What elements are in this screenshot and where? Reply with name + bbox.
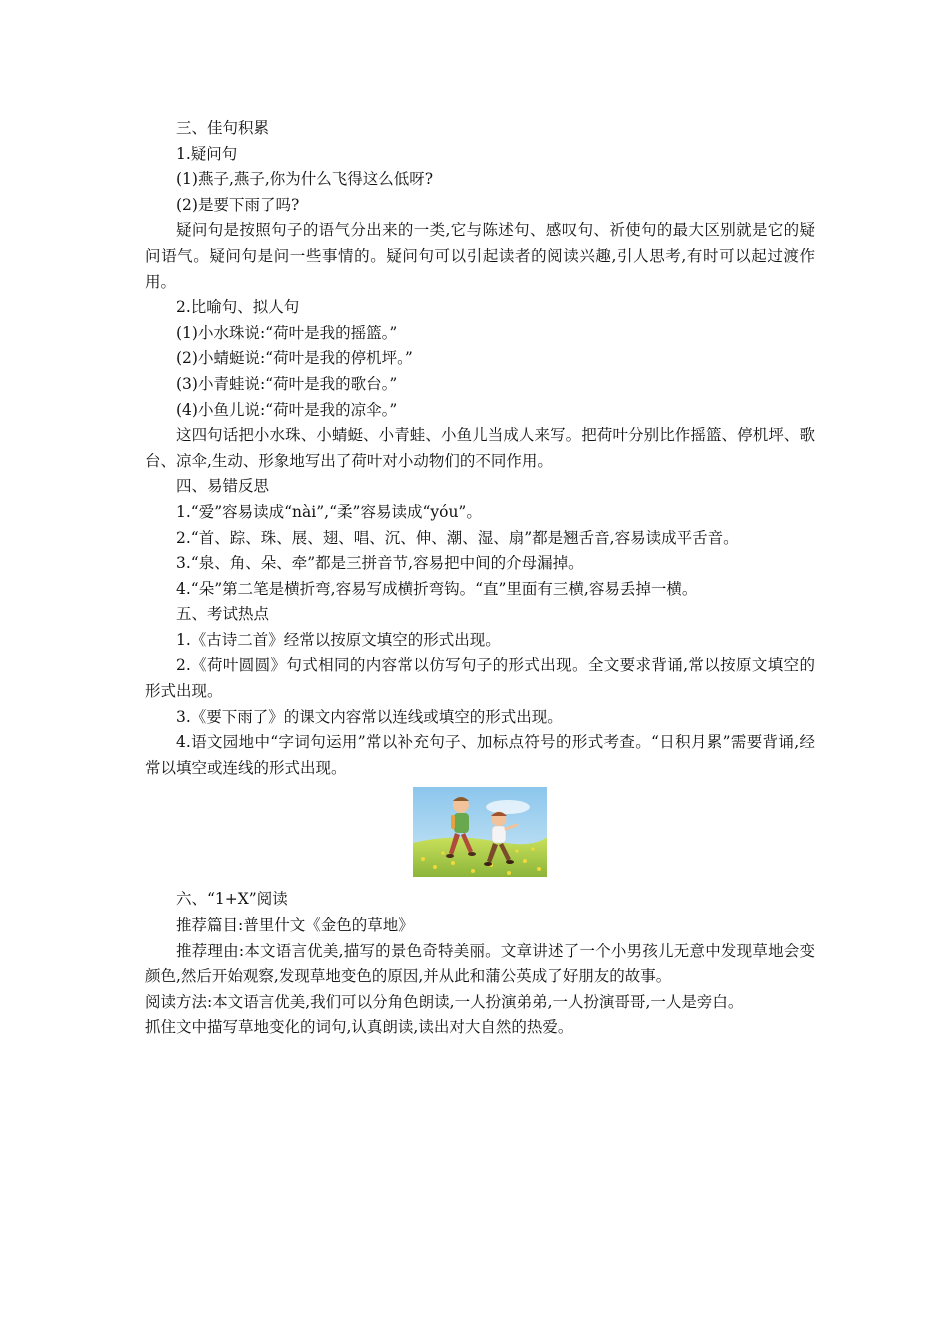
exam-item-4: 4.语文园地中“字词句运用”常以补充句子、加标点符号的形式考查。“日积月累”需要背诵,经常以填空或连线的形式出现。 — [145, 733, 815, 777]
exam-item-1: 1.《古诗二首》经常以按原文填空的形式出现。 — [176, 630, 501, 649]
recommended-title: 推荐篇目:普里什文《金色的草地》 — [176, 916, 414, 935]
metaphor-example-3: (3)小青蛙说:“荷叶是我的歌台。” — [176, 374, 398, 393]
section3-sub2: 2.比喻句、拟人句 — [176, 298, 300, 317]
reading-method-2: 抓住文中描写草地变化的词句,认真朗读,读出对大自然的热爱。 — [145, 1018, 574, 1037]
section6-heading: 六、“1+X”阅读 — [176, 890, 288, 909]
exam-item-2: 2.《荷叶圆圆》句式相同的内容常以仿写句子的形式出现。全文要求背诵,常以按原文填空的形式出现。 — [145, 656, 815, 701]
exam-item-3: 3.《要下雨了》的课文内容常以连线或填空的形式出现。 — [176, 707, 563, 726]
illustration-image — [413, 787, 547, 877]
section3-sub1: 1.疑问句 — [176, 144, 238, 163]
section4-heading: 四、易错反思 — [176, 477, 270, 496]
metaphor-example-4: (4)小鱼儿说:“荷叶是我的凉伞。” — [176, 400, 398, 419]
mistake-item-1: 1.“爱”容易读成“nài”,“柔”容易读成“yóu”。 — [176, 502, 482, 521]
section5-heading: 五、考试热点 — [176, 605, 270, 624]
reading-method-1: 阅读方法:本文语言优美,我们可以分角色朗读,一人扮演弟弟,一人扮演哥哥,一人是旁白。 — [145, 992, 744, 1011]
mistake-item-4: 4.“朵”第二笔是横折弯,容易写成横折弯钩。“直”里面有三横,容易丢掉一横。 — [176, 579, 698, 598]
illustration-boys-running — [145, 785, 815, 879]
recommendation-reason: 推荐理由:本文语言优美,描写的景色奇特美丽。文章讲述了一个小男孩儿无意中发现草地会变颜色,然后开始观察,发现草地变色的原因,并从此和蒲公英成了好朋友的故事。 — [145, 941, 815, 986]
mistake-item-2: 2.“首、踪、珠、展、翅、唱、沉、伸、潮、湿、扇”都是翘舌音,容易读成平舌音。 — [176, 528, 739, 547]
question-explanation: 疑问句是按照句子的语气分出来的一类,它与陈述句、感叹句、祈使句的最大区别就是它的疑问语气。疑问句是问一些事情的。疑问句可以引起读者的阅读兴趣,引人思考,有时可以起过渡作用。 — [145, 221, 815, 291]
section3-heading: 三、佳句积累 — [176, 119, 270, 137]
question-example-2: (2)是要下雨了吗? — [176, 195, 300, 214]
metaphor-explanation: 这四句话把小水珠、小蜻蜓、小青蛙、小鱼儿当成人来写。把荷叶分别比作摇篮、停机坪、歌台、凉伞,生动、形象地写出了荷叶对小动物们的不同作用。 — [145, 426, 815, 470]
mistake-item-3: 3.“泉、角、朵、牵”都是三拼音节,容易把中间的介母漏掉。 — [176, 554, 584, 573]
document-body — [145, 116, 815, 1041]
question-example-1: (1)燕子,燕子,你为什么飞得这么低呀? — [176, 170, 434, 189]
metaphor-example-1: (1)小水珠说:“荷叶是我的摇篮。” — [176, 323, 398, 342]
metaphor-example-2: (2)小蜻蜓说:“荷叶是我的停机坪。” — [176, 349, 413, 368]
